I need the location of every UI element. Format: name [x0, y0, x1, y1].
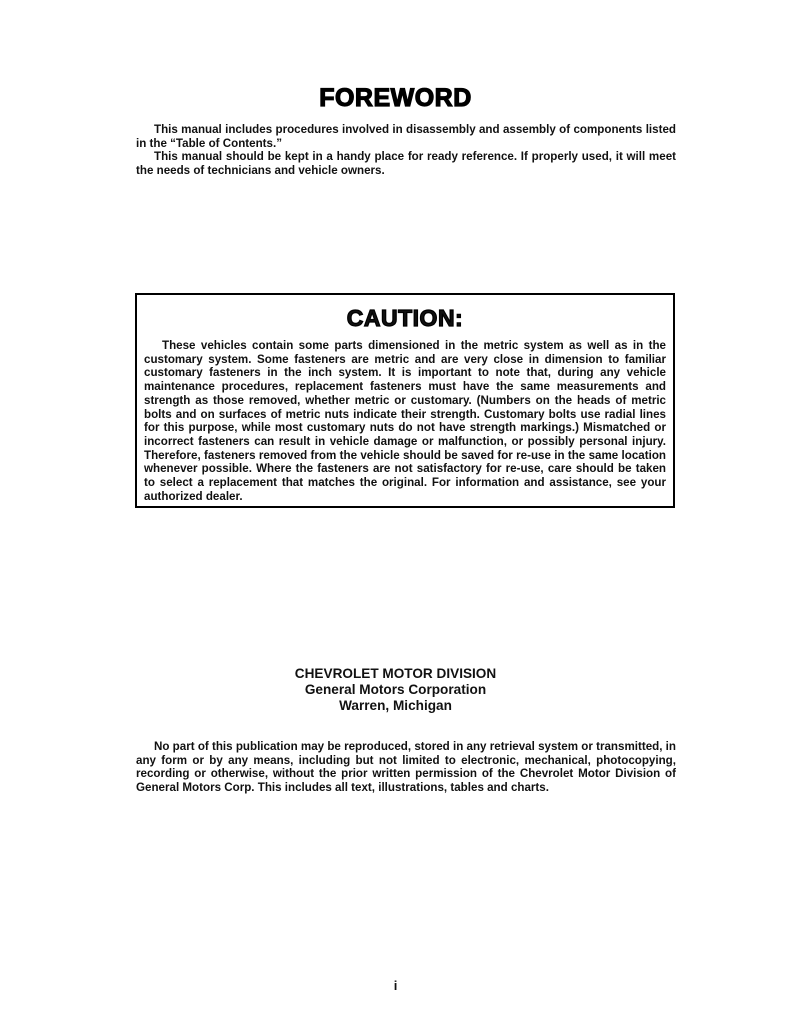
page-number: i — [393, 978, 398, 993]
foreword-paragraph-1: This manual includes procedures involved in disassembly and assembly of components listed in the “Table of Contents.” — [136, 123, 676, 150]
division-name: CHEVROLET MOTOR DIVISION — [294, 666, 497, 681]
caution-box — [135, 293, 675, 508]
foreword-body — [136, 123, 676, 178]
copyright-notice — [136, 740, 676, 795]
corporation-name: General Motors Corporation — [304, 682, 487, 697]
caution-paragraph: These vehicles contain some parts dimensioned in the metric system as well as in the customary system. Some fasteners are metric and are very close in dimension to familiar customary fasteners in the inch system. It is important to note that, during any vehicle maintenance procedures, replacement fasteners must have the same measurements and strength as those removed, whether metric or customary. (Numbers on the heads of metric bolts and on surfaces of metric nuts indicate their strength. Customary bolts use radial lines for this purpose, while most customary nuts do not have strength markings.) Mismatched or incorrect fasteners can result in vehicle damage or malfunction, or possibly personal injury. Therefore, fasteners removed from the vehicle should be saved for re-use in the same location whenever possible. Where the fasteners are not satisfactory for re-use, care should be taken to select a replacement that matches the original. For information and assistance, see your authorized dealer. — [144, 339, 666, 503]
copyright-paragraph: No part of this publication may be reproduced, stored in any retrieval system or transmitted, in any form or by any means, including but not limited to electronic, mechanical, photocopying, recording or otherwise, without the prior written permission of the Chevrolet Motor Division of General Motors Corp. This includes all text, illustrations, tables and charts. — [136, 740, 676, 795]
foreword-heading: FOREWORD — [319, 84, 472, 112]
caution-heading: CAUTION: — [346, 305, 464, 331]
foreword-paragraph-2: This manual should be kept in a handy place for ready reference. If properly used, it will meet the needs of technicians and vehicle owners. — [136, 150, 676, 178]
publisher-location: Warren, Michigan — [339, 698, 452, 713]
caution-body — [144, 339, 666, 503]
publisher-block — [0, 666, 791, 714]
